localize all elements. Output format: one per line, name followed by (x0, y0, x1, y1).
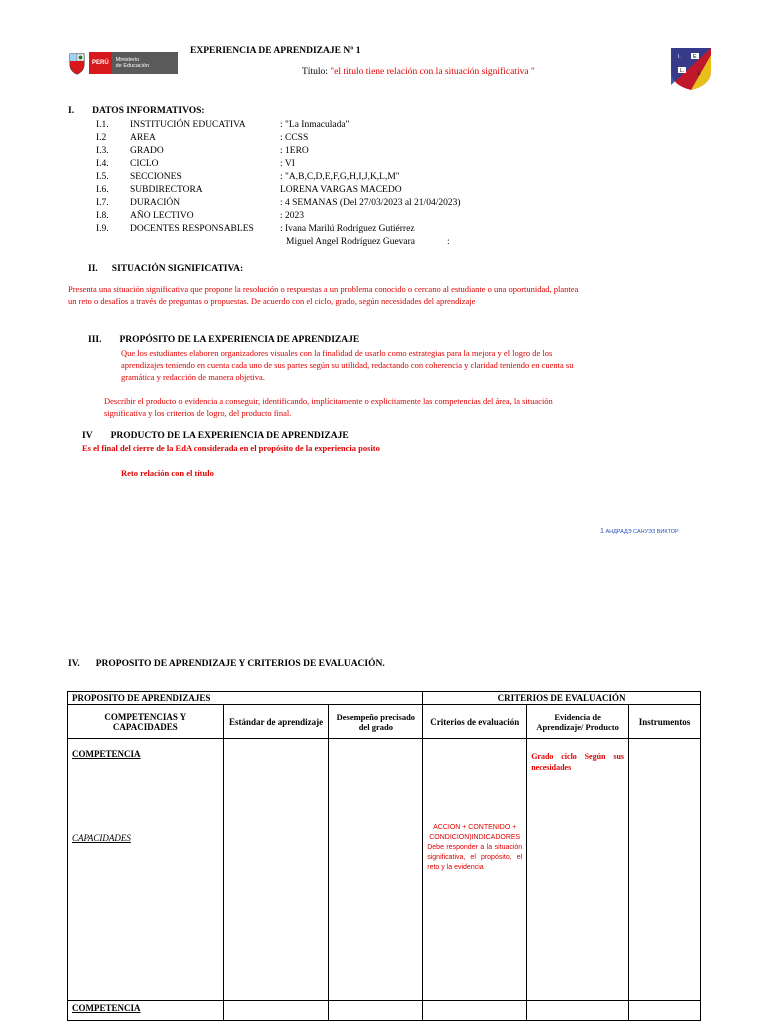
producto-text: Es el final del cierre de la EdA considerada en el propósito de la experiencia posito (82, 443, 380, 453)
peru-label: PERÚ (89, 52, 112, 74)
proposito-text: Que los estudiantes elaboren organizadores visuales con la finalidad de usarlo como estrategias para la mejora y el logro de los aprendizajes teniendo en cuenta cada uno de sus partes según su utilidad, redactando con coherencia y claridad teniendo en cuenta su gramática y redacción de manera objetiva. (121, 348, 574, 382)
competencia-cell (68, 739, 224, 1001)
desempeno-cell (329, 739, 423, 1001)
section-3-heading: III. PROPÓSITO DE LA EXPERIENCIA DE APRENDIZAJE (88, 335, 360, 345)
section-1-heading: I. DATOS INFORMATIVOS: (68, 106, 205, 116)
ministry-logo (68, 50, 180, 76)
column-header-estandar: Estándar de aprendizaje (223, 705, 329, 739)
criterios-cell (423, 739, 527, 1001)
column-header-instrumentos: Instrumentos (629, 705, 701, 739)
estandar-cell (223, 739, 329, 1001)
empty-cell (223, 1001, 329, 1021)
evidencia-note: Grado ciclo Según sus necesidades (531, 752, 624, 772)
criterios-note: Debe responder a la situación significativa, el propósito, el reto y la evidencia (427, 844, 523, 871)
empty-cell (629, 1001, 701, 1021)
section-4-heading: IV PRODUCTO DE LA EXPERIENCIA DE APRENDIZAJE (82, 431, 349, 441)
info-row: I.1. INSTITUCIÓN EDUCATIVA : "La Inmaculada" (96, 119, 350, 130)
document-subtitle: Título: "el titulo tiene relación con la situación significativa " (302, 67, 535, 77)
criterios-formula: ACCION + CONTENIDO + CONDICION)INDICADORES (429, 824, 521, 841)
empty-cell (527, 1001, 629, 1021)
competencia-label-2: COMPETENCIA (72, 1003, 141, 1013)
school-shield-icon (668, 45, 714, 91)
svg-text:I.: I. (698, 71, 701, 77)
ministry-label: Ministerio de Educación (112, 52, 178, 74)
group-header-proposito: PROPOSITO DE APRENDIZAJES (68, 692, 423, 705)
footnote: 1 АНДРАДЭ САНУЭЗ ВИКТОР (600, 528, 679, 535)
info-row: I.8. AÑO LECTIVO : 2023 (96, 210, 305, 221)
info-row: I.5. SECCIONES : "A,B,C,D,E,F,G,H,I,J,K,L,M" (96, 171, 400, 182)
info-row: I.2 AREA : CCSS (96, 132, 309, 143)
reto-text: Reto relación con el título (121, 468, 214, 478)
producto-note: Describir el producto o evidencia a conseguir, identificando, implícitamente o explicitamente las competencias del área, la situación significativa y los criterios de logro, del producto final. (104, 396, 553, 418)
info-row: I.4. CICLO : VI (96, 158, 295, 169)
empty-cell (423, 1001, 527, 1021)
group-header-criterios: CRITERIOS DE EVALUACIÓN (423, 692, 701, 705)
info-row: I.3. GRADO : 1ERO (96, 145, 309, 156)
column-header-desempeno: Desempeño precisado del grado (329, 705, 423, 739)
peru-coat-of-arms-icon (68, 51, 86, 75)
capacidades-label: CAPACIDADES (72, 833, 131, 843)
column-header-criterios: Criterios de evaluación (423, 705, 527, 739)
evaluation-table (67, 691, 701, 1021)
svg-text:E.: E. (693, 54, 698, 60)
section-2-heading: II. SITUACIÓN SIGNIFICATIVA: (88, 264, 244, 274)
situacion-significativa-text: Presenta una situación significativa que propone la resolución o respuestas a un problema conocido o cercano al estudiante o una oportunidad, plantea un reto o desafíos a través de preguntas o propuestas. De acuerdo con el ciclo, grado, según necesidades del aprendizaje (68, 284, 579, 306)
column-header-evidencia: Evidencia de Aprendizaje/ Producto (527, 705, 629, 739)
column-header-competencias: COMPETENCIAS Y CAPACIDADES (68, 705, 224, 739)
document-title: EXPERIENCIA DE APRENDIZAJE Nº 1 (190, 46, 361, 56)
section-5-heading: IV. PROPOSITO DE APRENDIZAJE Y CRITERIOS DE EVALUACIÓN. (68, 659, 385, 669)
info-row: I.9. DOCENTES RESPONSABLES : Ivana Marilú Rodríguez Gutiérrez (96, 223, 415, 234)
instrumentos-cell (629, 739, 701, 1001)
empty-cell (329, 1001, 423, 1021)
competencia-label: COMPETENCIA (72, 749, 141, 759)
info-row: I.7. DURACIÓN : 4 SEMANAS (Del 27/03/2023 al 21/04/2023) (96, 197, 461, 208)
evidencia-cell (527, 739, 629, 1001)
info-row-extra: Miguel Angel Rodríguez Guevara : (286, 236, 450, 247)
datos-informativos-list (96, 118, 461, 248)
competencia-cell-2 (68, 1001, 224, 1021)
svg-text:L.: L. (680, 68, 685, 74)
info-row: I.6. SUBDIRECTORA LORENA VARGAS MACEDO (96, 184, 402, 195)
svg-text:I.: I. (678, 54, 681, 60)
